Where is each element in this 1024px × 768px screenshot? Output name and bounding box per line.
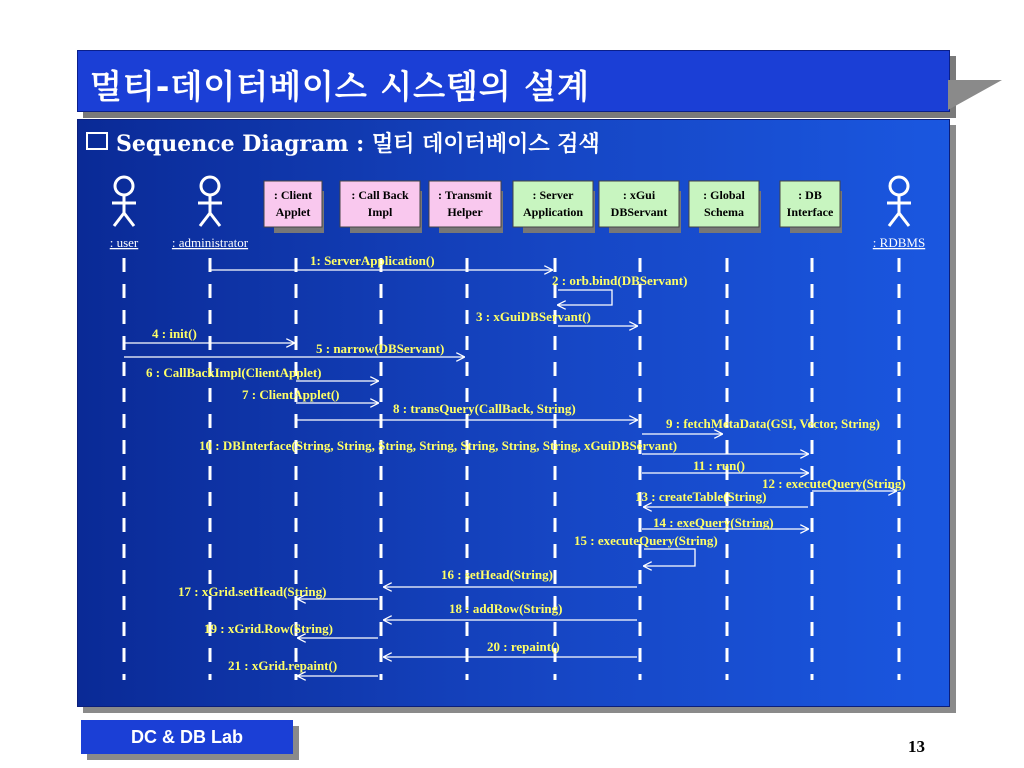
- msg-2-label: 2 : orb.bind(DBServant): [552, 273, 688, 288]
- object-transmit-helper: [429, 181, 503, 233]
- actor-administrator-icon: [201, 177, 219, 195]
- msg-15-label: 15 : executeQuery(String): [574, 533, 718, 548]
- actor-rdbms: [873, 177, 925, 250]
- msg-7-label: 7 : ClientApplet(): [242, 387, 340, 402]
- page-number: 13: [908, 737, 925, 756]
- slide-title: 멀티-데이터베이스 시스템의 설계: [90, 67, 590, 106]
- lab-footer: DC & DB Lab: [81, 720, 293, 754]
- msg-2-arrow: [558, 290, 612, 305]
- msg-12-label: 12 : executeQuery(String): [762, 476, 906, 491]
- subtitle-text: Sequence Diagram : 멀티 데이터베이스 검색: [116, 131, 600, 157]
- object-global-schema: [689, 181, 761, 233]
- msg-13-label: 13 : createTable(String): [635, 489, 767, 504]
- svg-text:: Call Back: : Call Back: [351, 188, 409, 202]
- msg-20-label: 20 : repaint(): [487, 639, 560, 654]
- msg-16-label: 16 : setHead(String): [441, 567, 553, 582]
- msg-4-label: 4 : init(): [152, 326, 197, 341]
- msg-3-label: 3 : xGuiDBServant(): [476, 309, 591, 324]
- msg-17-label: 17 : xGrid.setHead(String): [178, 584, 327, 599]
- svg-text:: DB: : DB: [798, 188, 822, 202]
- msg-1-label: 1: ServerApplication(): [310, 253, 435, 268]
- msg-11-label: 11 : run(): [693, 458, 745, 473]
- msg-21-label: 21 : xGrid.repaint(): [228, 658, 338, 673]
- svg-text:DBServant: DBServant: [610, 205, 668, 219]
- msg-5-label: 5 : narrow(DBServant): [316, 341, 445, 356]
- svg-text:Interface: Interface: [786, 205, 834, 219]
- svg-text:Schema: Schema: [704, 205, 744, 219]
- msg-10-label: 10 : DBInterface(String, String, String, String, String, String, String, xGuiDBServant): [199, 438, 678, 453]
- svg-text:: Transmit: : Transmit: [438, 188, 492, 202]
- object-db-interface: [780, 181, 842, 233]
- object-server-application: [513, 181, 595, 233]
- object-client-applet: [264, 181, 324, 233]
- actor-user: [110, 177, 139, 250]
- msg-14-label: 14 : exeQuery(String): [653, 515, 774, 530]
- msg-18-label: 18 : addRow(String): [449, 601, 563, 616]
- msg-9-label: 9 : fetchMetaData(GSI, Vector, String): [666, 416, 880, 431]
- svg-text:: xGui: : xGui: [622, 188, 656, 202]
- actor-rdbms-icon: [890, 177, 908, 195]
- msg-15-arrow: [644, 549, 695, 566]
- msg-6-label: 6 : CallBackImpl(ClientApplet): [146, 365, 322, 380]
- actor-administrator-label: : administrator: [171, 235, 249, 250]
- svg-text:Applet: Applet: [275, 205, 311, 219]
- svg-text:Helper: Helper: [447, 205, 483, 219]
- svg-text:: Server: : Server: [532, 188, 574, 202]
- actor-user-label: : user: [109, 235, 139, 250]
- message-labels: [146, 253, 906, 673]
- svg-text:: Global: : Global: [703, 188, 745, 202]
- object-xgui-dbservant: [599, 181, 681, 233]
- svg-text:Application: Application: [522, 205, 584, 219]
- msg-19-label: 19 : xGrid.Row(String): [204, 621, 333, 636]
- msg-8-label: 8 : transQuery(CallBack, String): [393, 401, 576, 416]
- actor-administrator: [172, 177, 249, 250]
- svg-text:Impl: Impl: [367, 205, 393, 219]
- actor-rdbms-label: : RDBMS: [872, 235, 926, 250]
- actor-user-icon: [115, 177, 133, 195]
- object-boxes: [264, 181, 842, 233]
- object-call-back-impl: [340, 181, 422, 233]
- svg-text:: Client: : Client: [273, 188, 313, 202]
